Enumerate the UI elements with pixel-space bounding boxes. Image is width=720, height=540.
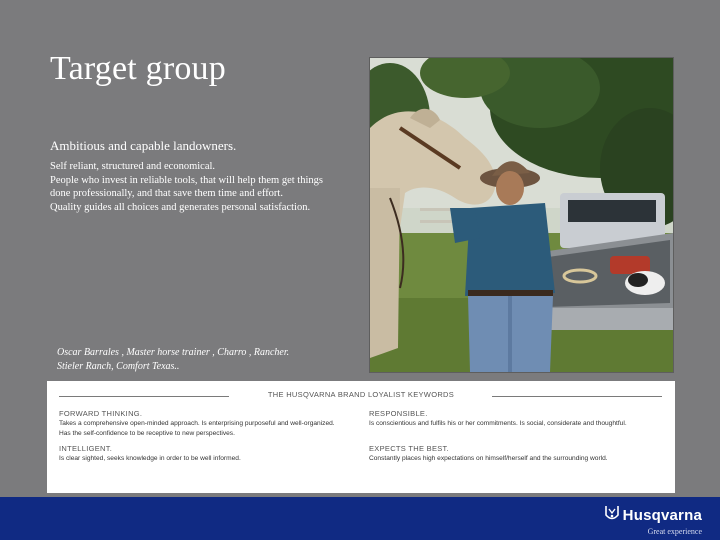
- description-line: People who invest in reliable tools, that will help them get things done professionally, and that save them time and effort.: [50, 174, 323, 199]
- brand-tagline: Great experience: [647, 527, 702, 536]
- keywords-heading: THE HUSQVARNA BRAND LOYALIST KEYWORDS: [267, 390, 455, 399]
- horse-trainer-photo: [369, 57, 674, 373]
- keyword-title: INTELLIGENT.: [59, 444, 113, 453]
- keyword-text: Constantly places high expectations on himself/herself and the surrounding world.: [369, 455, 608, 462]
- slide-subtitle: Ambitious and capable landowners.: [50, 138, 237, 153]
- slide-title: Target group: [50, 50, 226, 87]
- keyword-text: Is conscientious and fulfils his or her commitments. Is social, considerate and thoughtful.: [369, 420, 627, 427]
- husqvarna-crown-icon: [605, 505, 619, 525]
- description-line: Quality guides all choices and generates personal satisfaction.: [50, 201, 311, 213]
- brand-logo: [605, 505, 702, 525]
- keyword-title: EXPECTS THE BEST.: [369, 444, 449, 453]
- description-line: Self reliant, structured and economical.: [50, 161, 216, 172]
- photo-illustration: [370, 58, 673, 372]
- photo-caption: [57, 346, 357, 373]
- brand-name: Husqvarna: [622, 506, 702, 524]
- keywords-panel: [47, 381, 675, 493]
- caption-line: Stieler Ranch, Comfort Texas..: [57, 360, 180, 372]
- footer-bar: [0, 497, 720, 540]
- keyword-title: RESPONSIBLE.: [369, 409, 428, 418]
- caption-line: Oscar Barrales , Master horse trainer , Charro , Rancher.: [57, 347, 290, 358]
- keyword-title: FORWARD THINKING.: [59, 409, 143, 418]
- keyword-text: Is clear sighted, seeks knowledge in order to be well informed.: [59, 455, 241, 462]
- brand-block: [605, 505, 702, 536]
- keyword-text: Takes a comprehensive open-minded approach. Is enterprising purposeful and well-organized. Has the self-confidence to be receptive to new perspectives.: [59, 420, 335, 437]
- slide-description: [50, 160, 335, 214]
